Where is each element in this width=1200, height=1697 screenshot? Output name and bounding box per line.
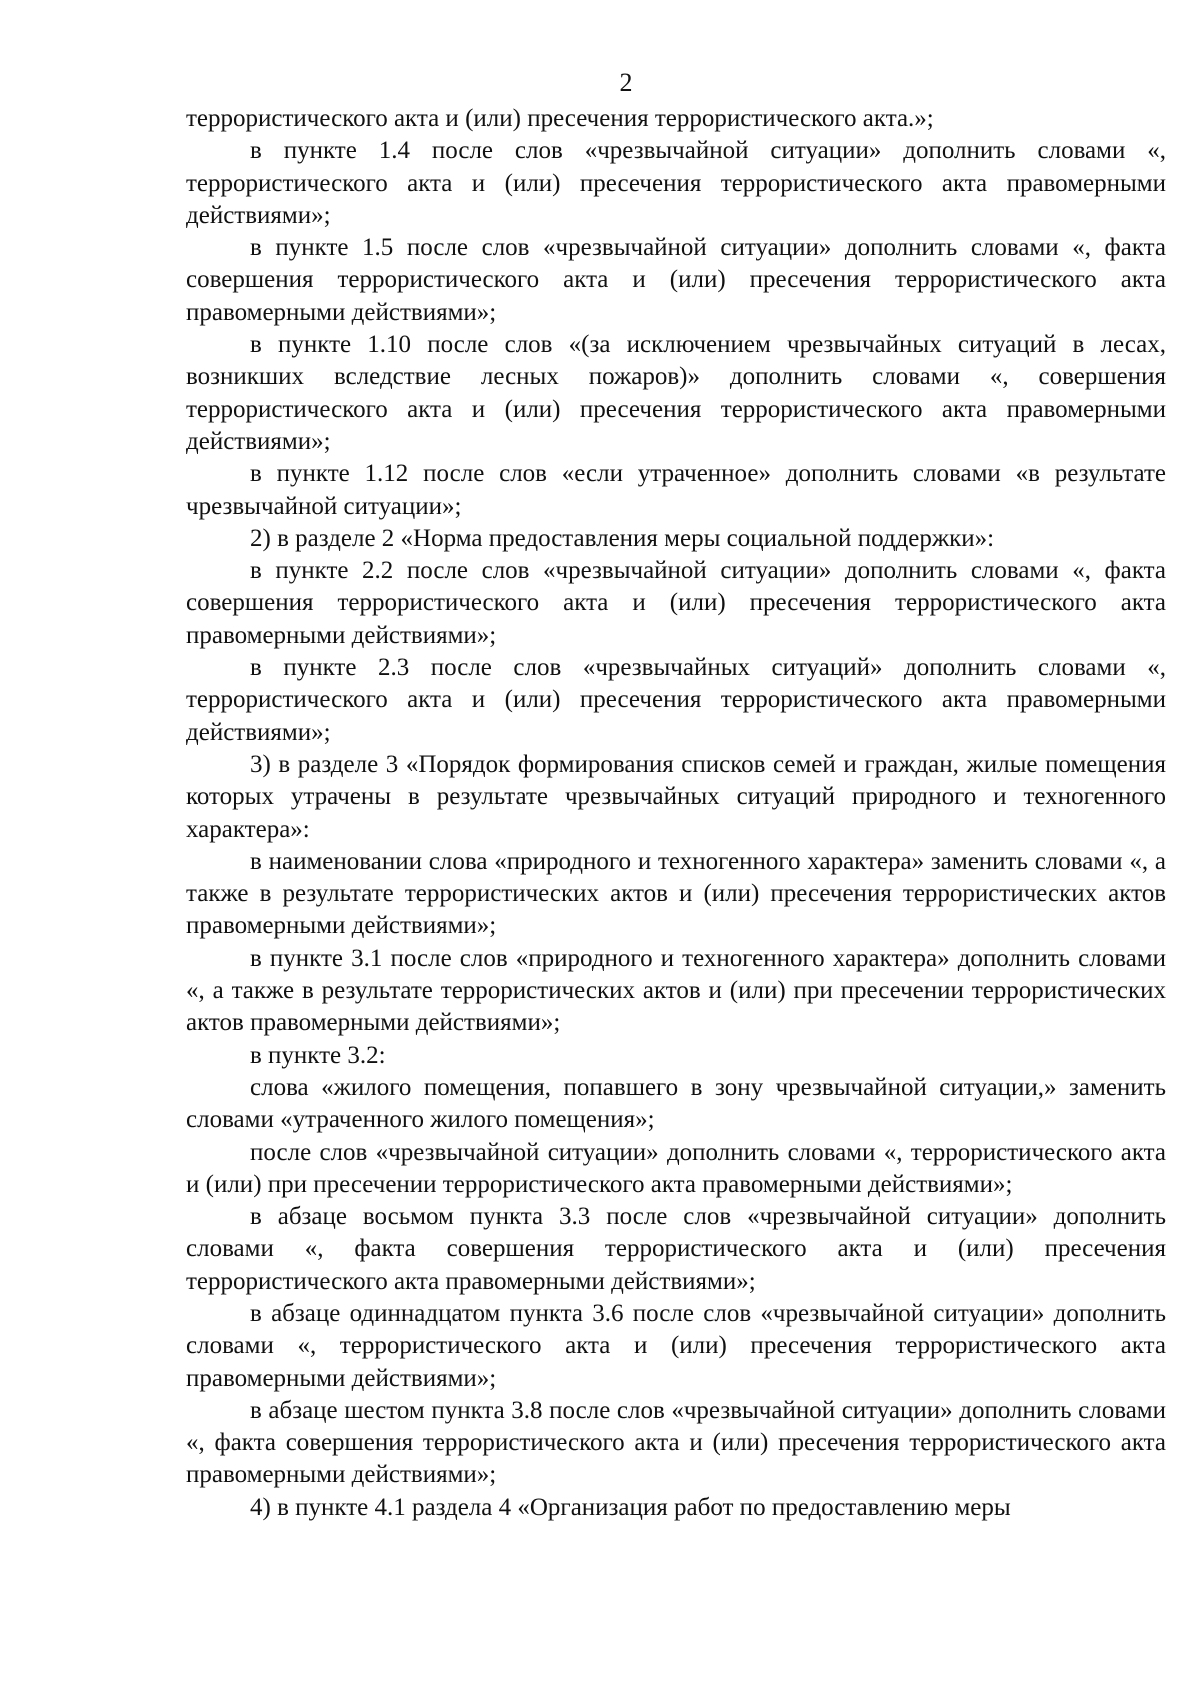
paragraph: в пункте 2.3 после слов «чрезвычайных ситуаций» дополнить словами «, террористического акта и (или) пресечения террористического акта правомерными действиями»; xyxy=(186,654,1166,746)
paragraph: в пункте 1.5 после слов «чрезвычайной ситуации» дополнить словами «, факта совершения террористического акта и (или) пресечения террористического акта правомерными действиями»; xyxy=(186,234,1166,326)
paragraph: в пункте 3.1 после слов «природного и техногенного характера» дополнить словами «, а также в результате террористических актов и (или) при пресечении террористических актов правомерными действиями»; xyxy=(186,944,1166,1037)
paragraph: террористического акта и (или) пресечения террористического акта.»; xyxy=(186,105,934,132)
paragraph: после слов «чрезвычайной ситуации» дополнить словами «, террористического акта и (или) при пресечении террористического акта правомерными действиями»; xyxy=(186,1138,1166,1198)
paragraph: в абзаце одиннадцатом пункта 3.6 после слов «чрезвычайной ситуации» дополнить словами «, террористического акта и (или) пресечения террористического акта правомерными действиями»; xyxy=(186,1299,1166,1392)
paragraph: в пункте 1.4 после слов «чрезвычайной ситуации» дополнить словами «, террористического акта и (или) пресечения террористического акта правомерными действиями»; xyxy=(186,137,1166,229)
paragraph: слова «жилого помещения, попавшего в зону чрезвычайной ситуации,» заменить словами «утраченного жилого помещения»; xyxy=(186,1073,1166,1134)
paragraph: в пункте 3.2: xyxy=(250,1041,386,1069)
page-number: 2 xyxy=(619,68,633,97)
paragraph: в наименовании слова «природного и техногенного характера» заменить словами «, а также в результате террористических актов и (или) пресечения террористических актов правомерными действиями»; xyxy=(186,847,1166,940)
paragraph: 4) в пункте 4.1 раздела 4 «Организация работ по предоставлению меры xyxy=(250,1493,1011,1521)
paragraph: 3) в разделе 3 «Порядок формирования списков семей и граждан, жилые помещения которых утрачены в результате чрезвычайных ситуаций природного и техногенного характера»: xyxy=(186,750,1166,843)
paragraph: в пункте 1.10 после слов «(за исключением чрезвычайных ситуаций в лесах, возникших вследствие лесных пожаров)» дополнить словами «, совершения террористического акта и (или) пресечения террористического акта правомерными действиями»; xyxy=(186,331,1166,455)
paragraph: в пункте 1.12 после слов «если утраченное» дополнить словами «в результате чрезвычайной ситуации»; xyxy=(186,460,1166,520)
paragraph: в пункте 2.2 после слов «чрезвычайной ситуации» дополнить словами «, факта совершения террористического акта и (или) пресечения террористического акта правомерными действиями»; xyxy=(186,557,1166,649)
paragraph: в абзаце шестом пункта 3.8 после слов «чрезвычайной ситуации» дополнить словами «, факта совершения террористического акта и (или) пресечения террористического акта правомерными действиями»; xyxy=(186,1396,1166,1489)
paragraph: 2) в разделе 2 «Норма предоставления меры социальной поддержки»: xyxy=(250,524,995,552)
paragraph: в абзаце восьмом пункта 3.3 после слов «чрезвычайной ситуации» дополнить словами «, факта совершения террористического акта и (или) пресечения террористического акта правомерными действиями»; xyxy=(186,1203,1166,1295)
document-body xyxy=(186,103,1166,1524)
